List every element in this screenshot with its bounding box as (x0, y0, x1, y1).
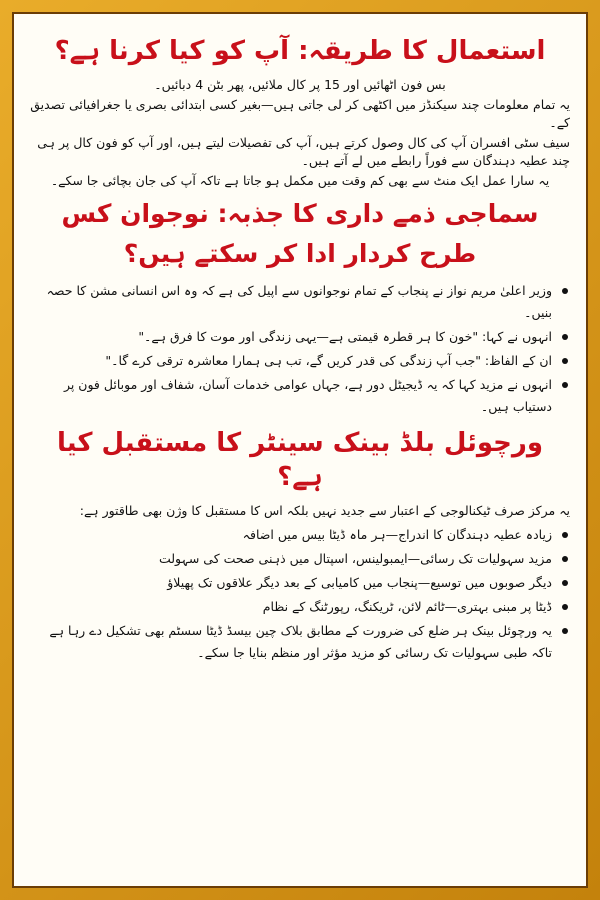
article-body (14, 14, 586, 664)
list-item: انہوں نے کہا: "خون کا ہر قطرہ قیمتی ہے—یہی زندگی اور موت کا فرق ہے۔" (30, 326, 552, 348)
list-item: ڈیٹا پر مبنی بہتری—ٹائم لائن، ٹریکنگ، رپورٹنگ کے نظام (30, 596, 552, 618)
section1-paragraph-2: یہ تمام معلومات چند سیکنڈز میں اکٹھی کر لی جاتی ہیں—بغیر کسی ابتدائی بصری یا جغرافیائی تصدیق کے۔ (30, 97, 570, 130)
section3-heading: ورچوئل بلڈ بینک سینٹر کا مستقبل کیا ہے؟ (56, 428, 544, 492)
list-item: دیگر صوبوں میں توسیع—پنجاب میں کامیابی کے بعد دیگر علاقوں تک پھیلاؤ (30, 572, 552, 594)
section2-heading: سماجی ذمے داری کا جذبہ: نوجوان کس طرح کردار ادا کر سکتے ہیں؟ (61, 199, 539, 268)
section3-list (30, 524, 570, 664)
section1-paragraph-1: بس فون اٹھائیں اور 15 پر کال ملائیں، پھر بٹن 4 دبائیں۔ (154, 77, 446, 92)
article-card (12, 12, 588, 888)
list-item: ان کے الفاظ: "جب آپ زندگی کی قدر کریں گے، تب ہی ہمارا معاشرہ ترقی کرے گا۔" (30, 350, 552, 372)
list-item: مزید سہولیات تک رسائی—ایمبولینس، اسپتال میں ذہنی صحت کی سہولت (30, 548, 552, 570)
section3-intro: یہ مرکز صرف ٹیکنالوجی کے اعتبار سے جدید نہیں بلکہ اس کا مستقبل کا وژن بھی طاقتور ہے: (79, 503, 570, 518)
list-item: انہوں نے مزید کہا کہ یہ ڈیجیٹل دور ہے، جہاں عوامی خدمات آسان، شفاف اور موبائل فون پر دستیاب ہیں۔ (30, 374, 552, 418)
list-item: وزیر اعلیٰ مریم نواز نے پنجاب کے تمام نوجوانوں سے اپیل کی ہے کہ وہ اس انسانی مشن کا حصہ بنیں۔ (30, 280, 552, 324)
section1-paragraph-3: سیف سٹی افسران آپ کی کال وصول کرتے ہیں، آپ کی تفصیلات لیتے ہیں، اور آپ کو فون کال پر ہی چند عطیہ دہندگان سے فوراً رابطے میں لے آتے ہیں۔ (37, 135, 570, 168)
list-item: یہ ورچوئل بینک ہر ضلع کی ضرورت کے مطابق بلاک چین بیسڈ ڈیٹا سسٹم بھی تشکیل دے رہا ہے تاکہ طبی سہولیات تک رسائی کو مزید مؤثر اور منظم بنایا جا سکے۔ (30, 620, 552, 664)
section1-paragraph-4: یہ سارا عمل ایک منٹ سے بھی کم وقت میں مکمل ہو جاتا ہے تاکہ آپ کی جان بچائی جا سکے۔ (50, 173, 550, 188)
list-item: زیادہ عطیہ دہندگان کا اندراج—ہر ماہ ڈیٹا بیس میں اضافہ (30, 524, 552, 546)
section2-list (30, 280, 570, 418)
section1-heading: استعمال کا طریقہ: آپ کو کیا کرنا ہے؟ (54, 36, 546, 66)
